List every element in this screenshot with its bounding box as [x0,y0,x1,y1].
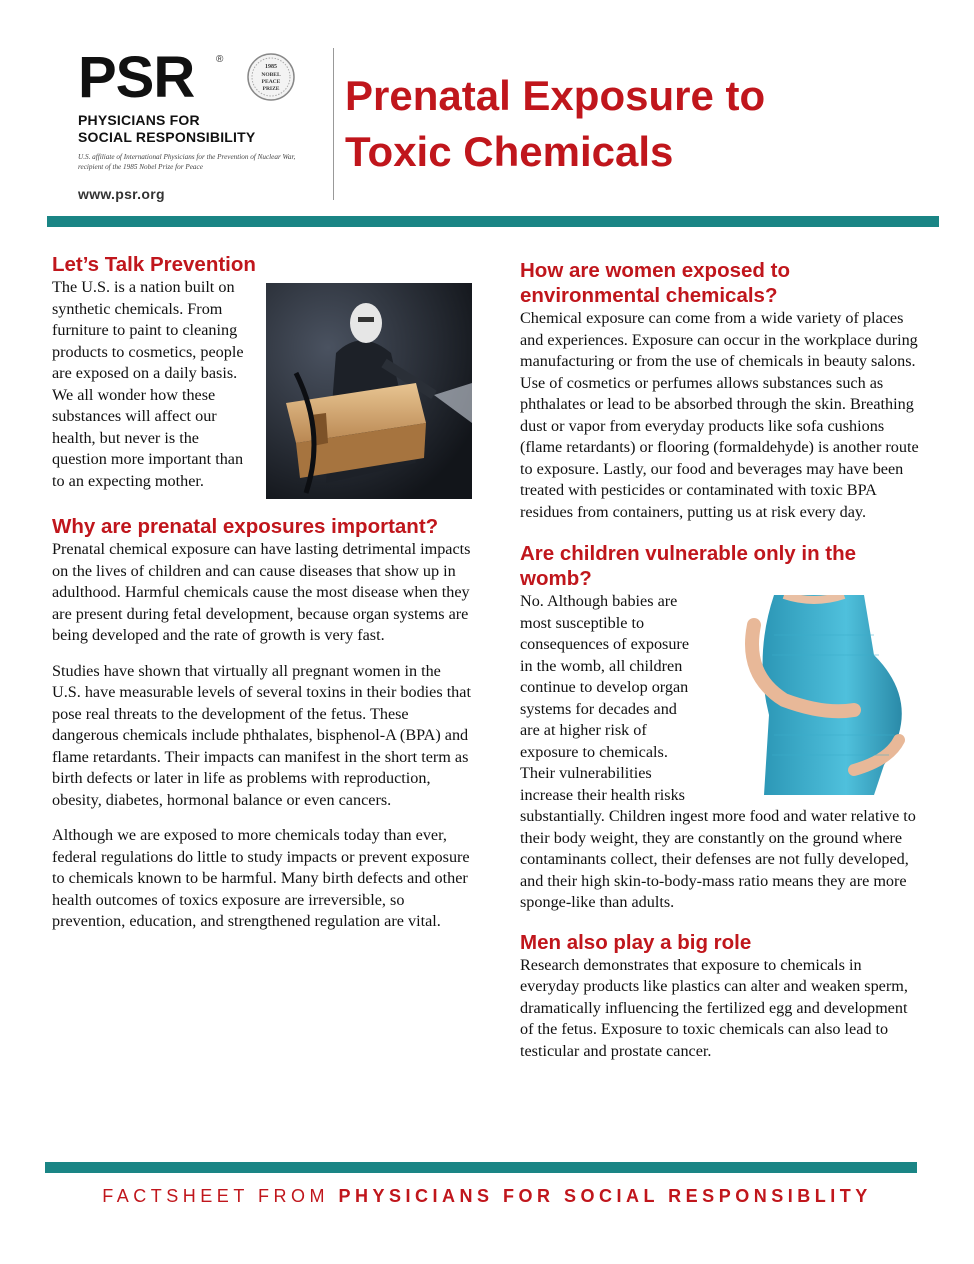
section-prevention [52,252,472,492]
section-men [520,930,924,1063]
psr-wordmark: PSR [78,45,195,110]
affiliation-line1: U.S. affiliate of International Physicians for the Prevention of Nuclear War, [78,153,296,161]
org-name-line2: SOCIAL RESPONSIBILITY [78,129,256,145]
right-column [520,258,924,1076]
affiliation-note [78,152,318,172]
header-divider [333,48,334,200]
svg-text:PEACE: PEACE [261,79,281,85]
heading-why-important: Why are prenatal exposures important? [52,515,439,538]
text-men: Research demonstrates that exposure to chemicals in everyday products like plastics can alter and weaken sperm, dramatically influencing the fertilized egg and development of the fetus. Exposure to toxic chemicals can also lead to testicular and prostate cancer. [520,955,908,1060]
heading-women-exposed: How are women exposed to environmental chemicals? [520,259,790,307]
section-why-important [52,514,472,933]
text-why-p2: Studies have shown that virtually all pregnant women in the U.S. have measurable levels of several toxins in their bodies that pose real threats to the development of the fetus. These dangerous chemicals include phthalates, bisphenol-A (BPA) and flame retardants. Their impacts can manifest in the short term as birth defects or later in life as problems with reproduction, obesity, diabetes, hormonal balance or even cancers. [52,661,471,809]
heading-prevention: Let’s Talk Prevention [52,253,256,276]
pregnant-woman-photo [714,595,924,795]
worker-spraying-photo [266,283,472,499]
section-women-exposed [520,258,924,523]
section-children [520,541,924,914]
text-women-exposed: Chemical exposure can come from a wide variety of places and experiences. Exposure can occur in the workplace during manufacturing or from the use of chemicals in beauty salons. Use of cosmetics or perfumes allows substances such as phthalates or lead to be absorbed through the skin. Breathing dust or vapor from everyday products like sofa cushions (flame retardants) or flooring (formaldehyde) is another route to exposure. Lastly, our food and beverages may have been treated with pesticides or contaminated with toxic BPA residues from containers, putting us at risk every day. [520,309,919,521]
registered-mark: ® [216,54,224,65]
page-title [345,68,905,180]
org-name [78,112,318,146]
footer-prefix: FACTSHEET FROM [102,1186,339,1206]
svg-text:1985: 1985 [265,64,277,70]
heading-men: Men also play a big role [520,930,752,954]
title-line2: Toxic Chemicals [345,128,674,175]
svg-text:NOBEL: NOBEL [261,72,281,78]
text-why-p3: Although we are exposed to more chemicals today than ever, federal regulations do little to study impacts or prevent exposure to chemicals known to be harmful. Many birth defects and other health outcomes of toxics exposure are irreversible, so prevention, education, and strengthened regulation are vital. [52,826,470,930]
text-why-p1: Prenatal chemical exposure can have lasting detrimental impacts on the lives of children and can cause diseases that show up in adulthood. Harmful chemicals cause the most disease when they are present during fetal development, because organ systems are being developed and the rate of growth is very fast. [52,540,471,644]
text-children: No. Although babies are most susceptible to consequences of exposure in the womb, all children continue to develop organ systems for decades and are at higher risk of exposure to chemicals. Their vulnerabilities increase their health risks substantially. Children ingest more food and water relative to their body weight, they are constantly on the ground where contaminants collect, their defenses are not fully developed, and their high skin-to-body-mass ratio means they are more sponge-like than adults. [520,592,916,911]
org-name-line1: PHYSICIANS FOR [78,112,200,128]
left-column [52,252,472,947]
footer-org: PHYSICIANS FOR SOCIAL RESPONSIBLITY [338,1186,872,1206]
website-link[interactable]: www.psr.org [78,186,165,202]
bottom-divider-bar [45,1162,917,1173]
affiliation-line2: recipient of the 1985 Nobel Prize for Peace [78,163,203,171]
heading-children: Are children vulnerable only in the womb? [520,542,857,590]
top-divider-bar [47,216,939,227]
psr-logo [78,45,318,202]
text-prevention: The U.S. is a nation built on synthetic chemicals. From furniture to paint to cleaning products to cosmetics, people are exposed on a daily basis. We all wonder how these substances will affect our health, but never is the question more important than to an expecting mother. [52,278,244,490]
title-line1: Prenatal Exposure to [345,72,766,119]
svg-text:PRIZE: PRIZE [262,86,280,92]
nobel-seal-icon [246,52,296,102]
footer-credit [0,1186,974,1207]
